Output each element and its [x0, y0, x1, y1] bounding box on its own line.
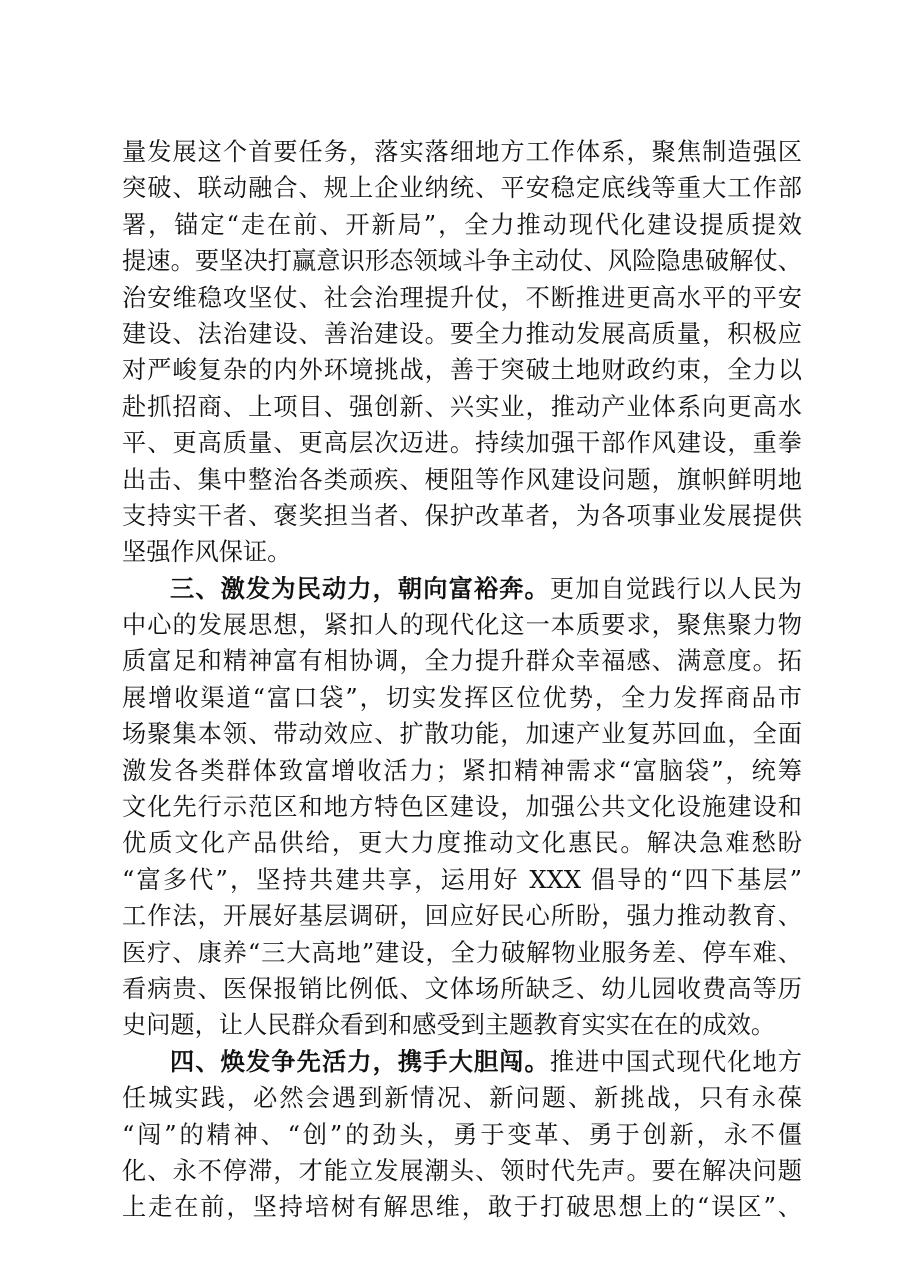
- text-line: 出击、集中整治各类顽疾、梗阻等作风建设问题，旗帜鲜明地: [122, 465, 802, 494]
- section-4-lead-text: 推进中国式现代化地方: [549, 1047, 802, 1076]
- section-3-first-line: [122, 571, 802, 607]
- document-body: [122, 134, 802, 1226]
- text-line: “闯”的精神、“创”的劲头，勇于变革、勇于创新，永不僵: [122, 1120, 802, 1149]
- text-line: 任城实践，必然会遇到新情况、新问题、新挑战，只有永葆: [122, 1084, 802, 1113]
- text-line: 治安维稳攻坚仗、社会治理提升仗，不断推进更高水平的平安: [122, 283, 802, 312]
- text-line: 中心的发展思想，紧扣人的现代化这一本质要求，聚焦聚力物: [122, 611, 802, 640]
- text-line: 署，锚定“走在前、开新局”，全力推动现代化建设提质提效: [122, 210, 802, 239]
- text-line: 化、永不停滞，才能立发展潮头、领时代先声。要在解决问题: [122, 1156, 802, 1185]
- text-line: 突破、联动融合、规上企业纳统、平安稳定底线等重大工作部: [122, 174, 802, 203]
- text-line: 平、更高质量、更高层次迈进。持续加强干部作风建设，重拳: [122, 429, 802, 458]
- text-line: 坚强作风保证。: [122, 538, 292, 567]
- text-line: “富多代”，坚持共建共享，运用好 XXX 倡导的“四下基层”: [122, 865, 802, 894]
- text-line: 支持实干者、褒奖担当者、保护改革者，为各项事业发展提供: [122, 501, 802, 530]
- text-line: 质富足和精神富有相协调，全力提升群众幸福感、满意度。拓: [122, 647, 802, 676]
- text-line: 对严峻复杂的内外环境挑战，善于突破土地财政约束，全力以: [122, 356, 802, 385]
- text-line: 优质文化产品供给，更大力度推动文化惠民。解决急难愁盼: [122, 829, 802, 858]
- text-line: 建设、法治建设、善治建设。要全力推动发展高质量，积极应: [122, 319, 802, 348]
- text-line: 激发各类群体致富增收活力；紧扣精神需求“富脑袋”，统筹: [122, 756, 802, 785]
- text-line: 工作法，开展好基层调研，回应好民心所盼，强力推动教育、: [122, 902, 802, 931]
- section-3-lead-text: 更加自觉践行以人民为: [549, 574, 802, 603]
- text-line: 赴抓招商、上项目、强创新、兴实业，推动产业体系向更高水: [122, 392, 802, 421]
- text-line: 量发展这个首要任务，落实落细地方工作体系，聚焦制造强区: [122, 138, 802, 166]
- text-line: 文化先行示范区和地方特色区建设，加强公共文化设施建设和: [122, 793, 802, 822]
- section-4-heading: 四、焕发争先活力，携手大胆闯。: [170, 1046, 550, 1076]
- section-4-first-line: [122, 1044, 802, 1080]
- section-4-paragraph: [122, 1044, 802, 1226]
- text-line: 场聚集本领、带动效应、扩散功能，加速产业复苏回血，全面: [122, 720, 802, 749]
- text-line: 上走在前，坚持培树有解思维，敢于打破思想上的“误区”、: [122, 1193, 802, 1222]
- text-line: 医疗、康养“三大高地”建设，全力破解物业服务差、停车难、: [122, 938, 802, 967]
- section-3-heading: 三、激发为民动力，朝向富裕奔。: [170, 573, 550, 603]
- text-line: 提速。要坚决打赢意识形态领域斗争主动仗、风险隐患破解仗、: [122, 247, 802, 276]
- text-line: 展增收渠道“富口袋”，切实发挥区位优势，全力发挥商品市: [122, 683, 802, 712]
- text-line: 史问题，让人民群众看到和感受到主题教育实实在在的成效。: [122, 1011, 776, 1040]
- text-line: 看病贵、医保报销比例低、文体场所缺乏、幼儿园收费高等历: [122, 974, 802, 1003]
- paragraph-continued: [122, 134, 802, 571]
- section-3-paragraph: [122, 571, 802, 1044]
